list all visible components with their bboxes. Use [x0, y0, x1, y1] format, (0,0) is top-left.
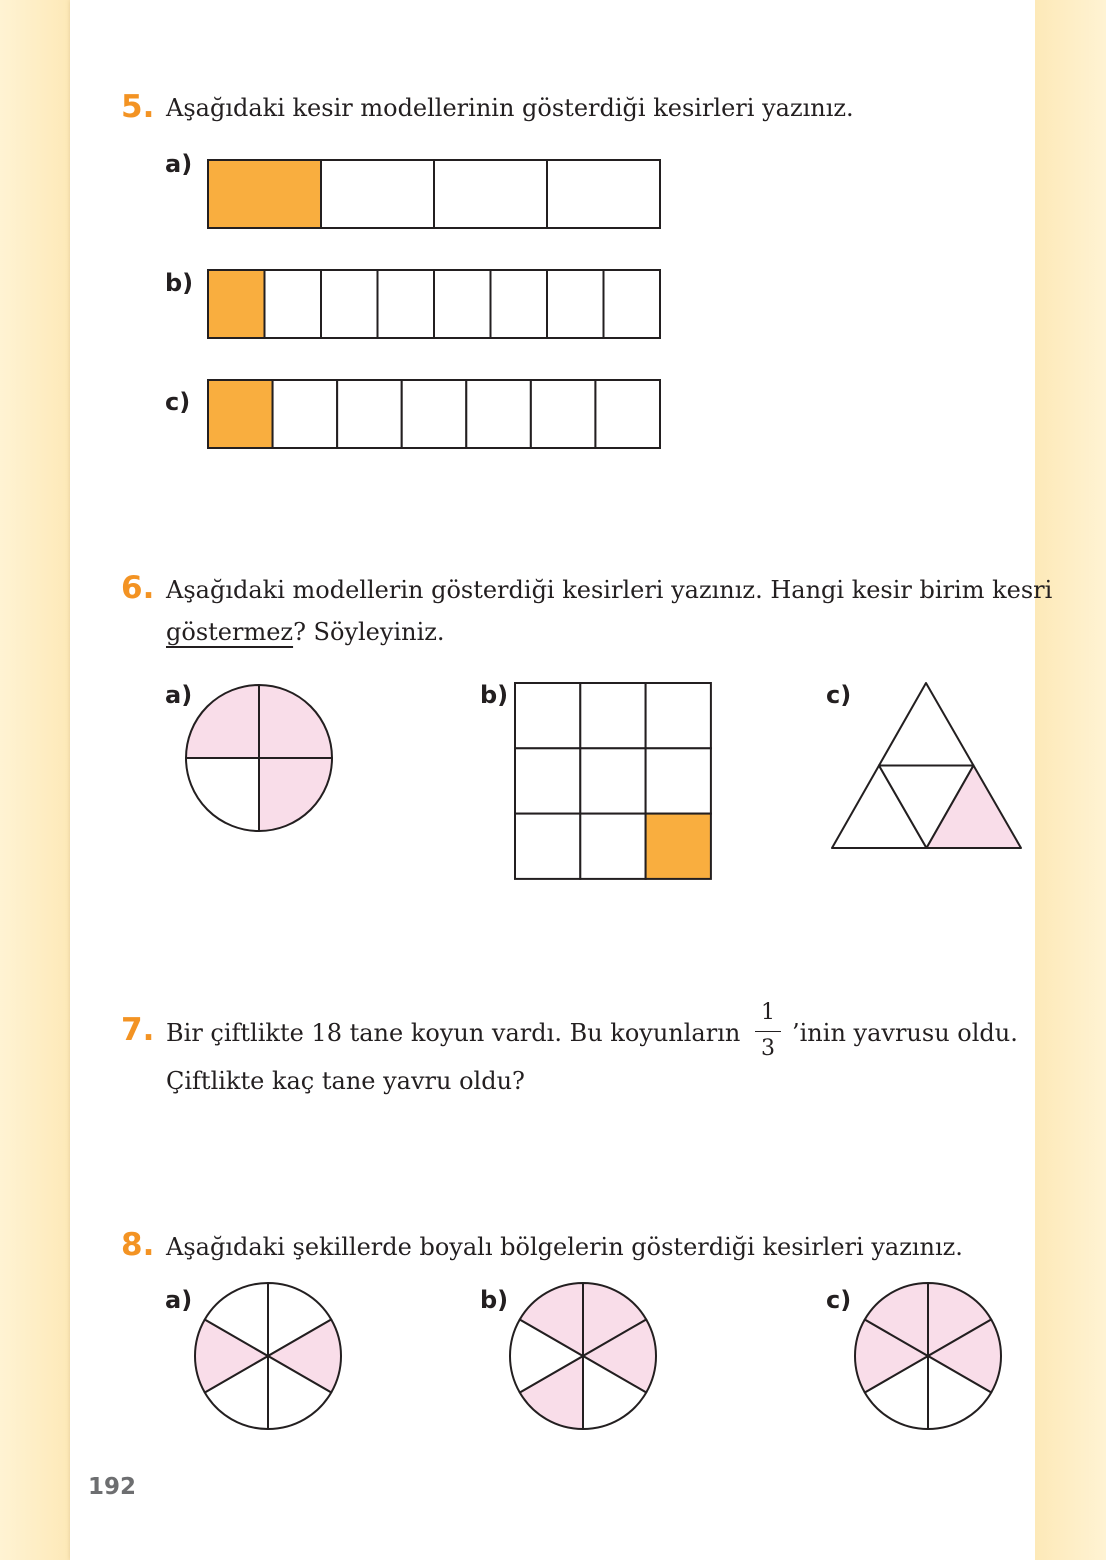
q5-bar-b-part-5	[434, 270, 491, 338]
q5-bar-c-part-1	[208, 380, 273, 448]
question-6-line2-rest: ? Söyleyiniz.	[293, 618, 445, 646]
q5-bar-c-part-3	[337, 380, 402, 448]
q6-label-c: c)	[826, 681, 852, 709]
q5-label-b: b)	[165, 269, 194, 297]
q5-bar-b-part-4	[378, 270, 435, 338]
question-7-text-before: Bir çiftlikte 18 tane koyun vardı. Bu koyunların	[166, 1019, 741, 1047]
q8-label-a: a)	[165, 1286, 193, 1314]
q5-label-c: c)	[165, 388, 191, 416]
q5-bar-a-part-3	[434, 160, 547, 228]
q6-grid-cell-1	[515, 683, 580, 748]
underlined-word: göstermez	[166, 618, 294, 646]
fraction-denominator: 3	[761, 1036, 775, 1061]
q5-bar-c-part-2	[273, 380, 338, 448]
q6-grid-cell-2	[580, 683, 645, 748]
q5-bar-b-part-1	[208, 270, 265, 338]
q5-bar-b-part-2	[265, 270, 322, 338]
q5-bar-a-part-2	[321, 160, 434, 228]
page-number: 192	[88, 1474, 137, 1500]
question-6-number: 6.	[121, 570, 155, 606]
q6-grid-cell-4	[515, 748, 580, 813]
q6-circle-sector-1	[186, 685, 259, 758]
q5-bar-b-part-8	[604, 270, 661, 338]
q5-bar-c-part-5	[466, 380, 531, 448]
q5-bar-a-part-4	[547, 160, 660, 228]
q5-bar-c-part-7	[595, 380, 660, 448]
q6-grid-cell-5	[580, 748, 645, 813]
q8-label-c: c)	[826, 1286, 852, 1314]
q5-bar-c-part-6	[531, 380, 596, 448]
q5-bar-c-part-4	[402, 380, 467, 448]
q6-circle-sector-3	[259, 758, 332, 831]
q6-circle-sector-2	[259, 685, 332, 758]
question-8-number: 8.	[121, 1227, 155, 1263]
fraction-numerator: 1	[761, 1000, 775, 1025]
q6-label-b: b)	[480, 681, 509, 709]
q5-bar-b-part-7	[547, 270, 604, 338]
q6-grid-cell-3	[646, 683, 711, 748]
q5-label-a: a)	[165, 150, 193, 178]
question-7-number: 7.	[121, 1012, 155, 1048]
question-7-text-after: ’inin yavrusu oldu.	[792, 1019, 1018, 1047]
q6-grid-cell-6	[646, 748, 711, 813]
q6-grid-cell-7	[515, 814, 580, 879]
q5-bar-b-part-3	[321, 270, 378, 338]
q6-label-a: a)	[165, 681, 193, 709]
q6-triangle-top	[879, 683, 974, 766]
q6-circle-sector-4	[186, 758, 259, 831]
question-5-number: 5.	[121, 89, 155, 125]
question-5-text: Aşağıdaki kesir modellerinin gösterdiği kesirleri yazınız.	[166, 94, 854, 122]
question-8-text: Aşağıdaki şekillerde boyalı bölgelerin gösterdiği kesirleri yazınız.	[166, 1233, 963, 1261]
q6-grid-cell-8	[580, 814, 645, 879]
q8-label-b: b)	[480, 1286, 509, 1314]
q5-bar-a-part-1	[208, 160, 321, 228]
q5-bar-b-part-6	[491, 270, 548, 338]
question-7-line2: Çiftlikte kaç tane yavru oldu?	[166, 1067, 525, 1095]
q6-grid-cell-9	[646, 814, 711, 879]
question-6-line1: Aşağıdaki modellerin gösterdiği kesirleri yazınız. Hangi kesir birim kesri	[166, 576, 1053, 604]
